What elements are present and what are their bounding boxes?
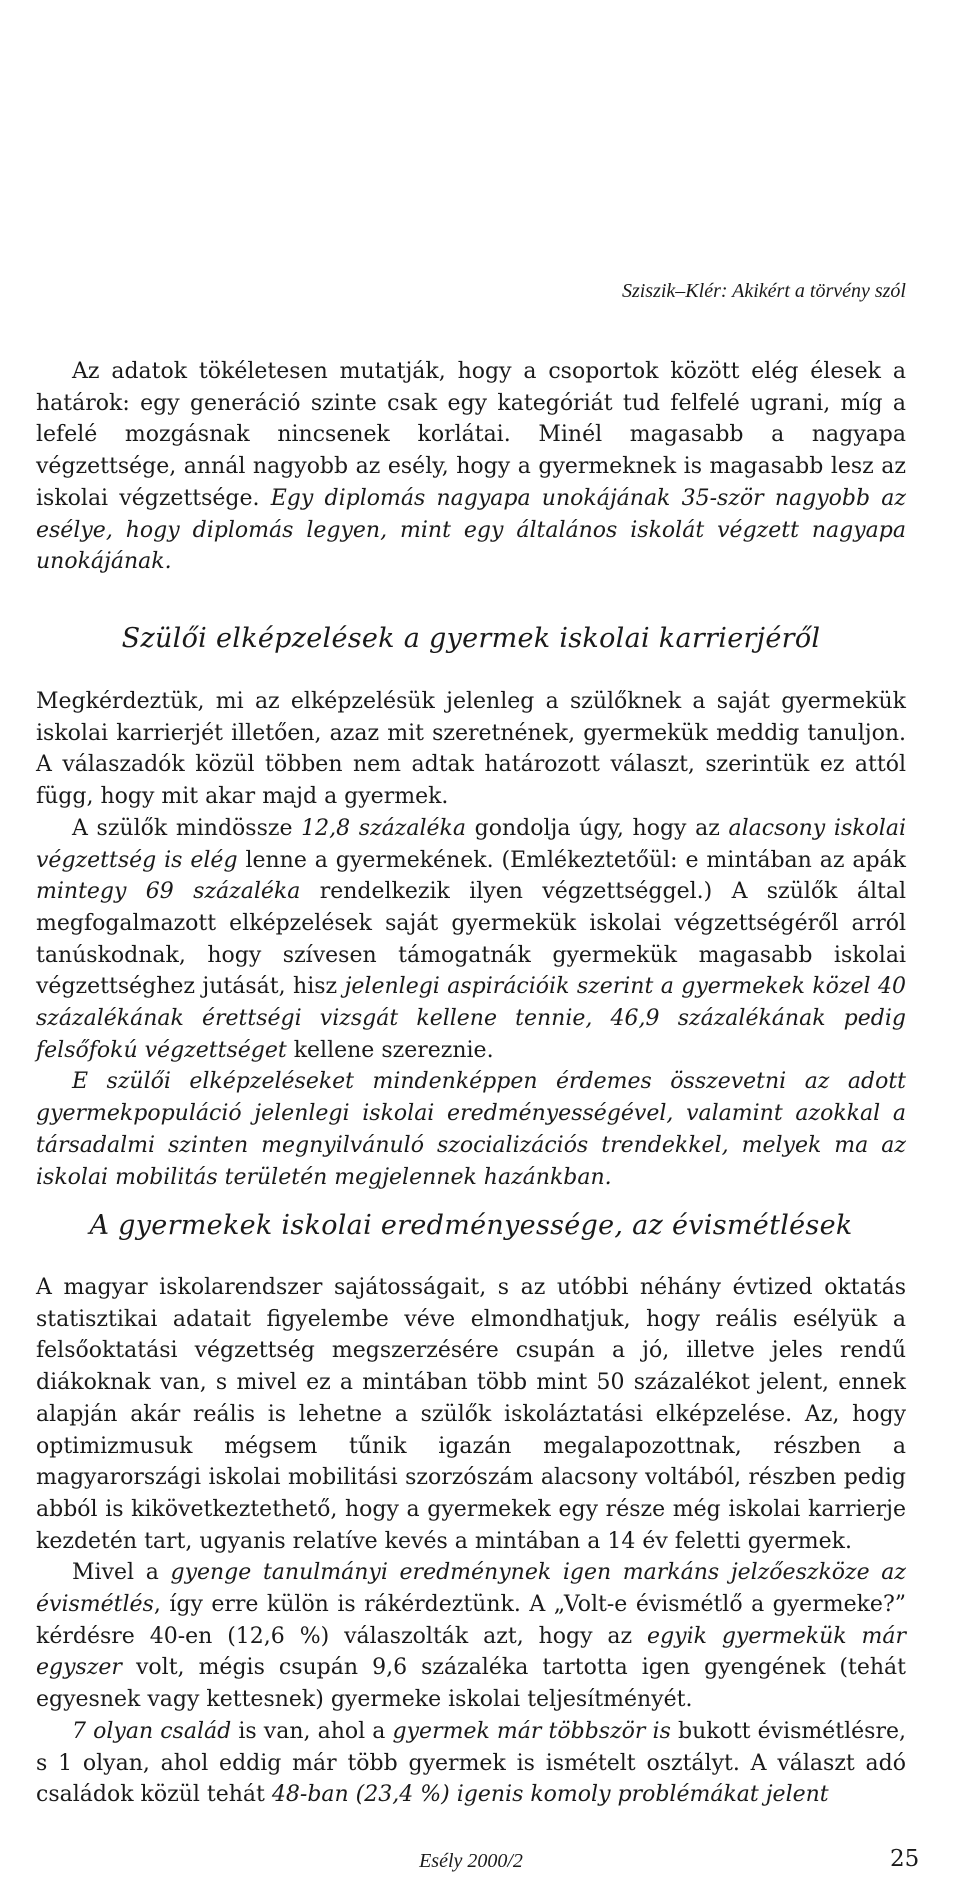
school-results-text-block [36, 1272, 906, 1811]
text-run: A szülők mindössze [72, 815, 302, 841]
parental-expectations-text-block [36, 686, 906, 1193]
emphasis-text: Egy diplomás nagyapa unokájának 35-ször nagyobb az esélye, hogy diplomás legyen, mint egy általános iskolát végzett nagyapa unokájának. [36, 485, 907, 575]
journal-footer: Esély 2000/2 [419, 1850, 523, 1872]
text-run: Az adatok tökéletesen mutatják, hogy a csoportok között elég élesek a határok: egy generáció szinte csak egy kategóriát tud felfelé ugrani, míg a lefelé mozgásnak nincsenek korlátai. Minél magasabb a nagyapa végzettsége, annál nagyobb az esély, hogy a gyermeknek is magasabb lesz az iskolai végzettsége. [36, 359, 906, 511]
emphasis-text: jelenlegi aspirációik szerint a gyermekek közel 40 százalékának érettségi vizsgát kellene tennie, 46,9 százalékának pedig felsőfokú végzettséget [36, 974, 907, 1063]
paragraph [36, 1066, 906, 1193]
emphasis-text: alacsony iskolai végzettség is elég [36, 815, 906, 873]
paragraph [36, 356, 906, 578]
text-run: A magyar iskolarendszer sajátosságait, s az utóbbi néhány évtized oktatás statisztikai adatait figyelembe véve elmondhatjuk, hogy reális esélyük a felsőoktatási végzettség megszerzésére csupán a jó, illetve jeles rendű diákoknak van, s mivel ez a mintában több mint 50 százalékot jelent, ennek alapján akár reális is lehetne a szülők iskoláztatási elképzelése. Az, hogy optimizmusuk mégsem tűnik igazán megalapozottnak, részben a magyarországi iskolai mobilitási szorzószám alacsony voltából, részben pedig abból is kikövetkeztethető, hogy a gyermekek egy része még iskolai karrierje kezdetén tart, ugyanis relatíve kevés a mintában a 14 év feletti gyermek. [36, 1275, 906, 1554]
section-heading-school-results: A gyermekek iskolai eredményessége, az évismétlések [89, 1210, 853, 1241]
text-run: rendelkezik ilyen végzettséggel.) A szülők által megfogalmazott elképzelések saját gyermekük iskolai végzettségéről arról tanúskodnak, hogy szívesen támogatnák gyermekük magasabb iskolai végzettséghez jutását, hisz [36, 879, 906, 1000]
emphasis-text: 12,8 százaléka [301, 815, 466, 841]
text-run: is van, ahol a [231, 1718, 393, 1744]
text-run: Megkérdeztük, mi az elképzelésük jelenleg a szülőknek a saját gyermekük iskolai karrierjét illetően, azaz mit szeretnének, gyermekük meddig tanuljon. A válaszadók közül többen nem adtak határozott választ, szerintük ez attól függ, hogy mit akar majd a gyermek. [36, 689, 906, 810]
emphasis-text: E szülői elképzeléseket mindenképpen érdemes összevetni az adott gyermekpopuláció jelenlegi iskolai eredményességével, valamint azokkal a társadalmi szinten megnyilvánuló szocializációs trendekkel, melyek ma az iskolai mobilitás területén megjelennek hazánkban. [36, 1069, 906, 1190]
intro-text-block [36, 356, 906, 578]
text-run: lenne a gyermekének. (Emlékeztetőül: e mintában az apák [237, 847, 906, 873]
emphasis-text: 48-ban (23,4 %) igenis komoly problémákat jelent [271, 1782, 829, 1808]
emphasis-text: mintegy 69 százaléka [36, 879, 301, 905]
emphasis-text: 7 olyan család [72, 1718, 232, 1744]
running-head: Sziszik–Klér: Akikért a törvény szól [621, 280, 906, 302]
emphasis-text: gyermek már többször is [392, 1718, 671, 1744]
text-run: volt, mégis csupán 9,6 százaléka tartotta igen gyengének (tehát egyesnek vagy kettesnek) gyermeke iskolai teljesítményét. [36, 1655, 906, 1713]
text-run: gondolja úgy, hogy az [466, 815, 729, 841]
text-run: , így erre külön is rákérdeztünk. A „Volt-e évismétlő a gyermeke?” kérdésre 40-en (12,6 %) válaszolták azt, hogy az [36, 1592, 906, 1649]
text-run: bukott évismétlésre, s 1 olyan, ahol eddig már több gyermek is ismételt osztályt. A választ adó családok közül tehát [36, 1718, 906, 1808]
paragraph [36, 1557, 906, 1716]
emphasis-text: egyik gyermekük már egyszer [36, 1623, 907, 1681]
paragraph [36, 1272, 906, 1557]
page-number: 25 [890, 1846, 920, 1872]
text-run: Mivel a [72, 1560, 171, 1586]
paragraph [36, 1716, 906, 1811]
section-heading-parental-expectations: Szülői elképzelések a gyermek iskolai karrierjéről [121, 623, 821, 654]
emphasis-text: gyenge tanulmányi eredménynek igen markáns jelzőeszköze az évismétlés [36, 1560, 907, 1618]
text-run: kellene szereznie. [286, 1037, 494, 1063]
paragraph [36, 813, 906, 1067]
paragraph [36, 686, 906, 813]
